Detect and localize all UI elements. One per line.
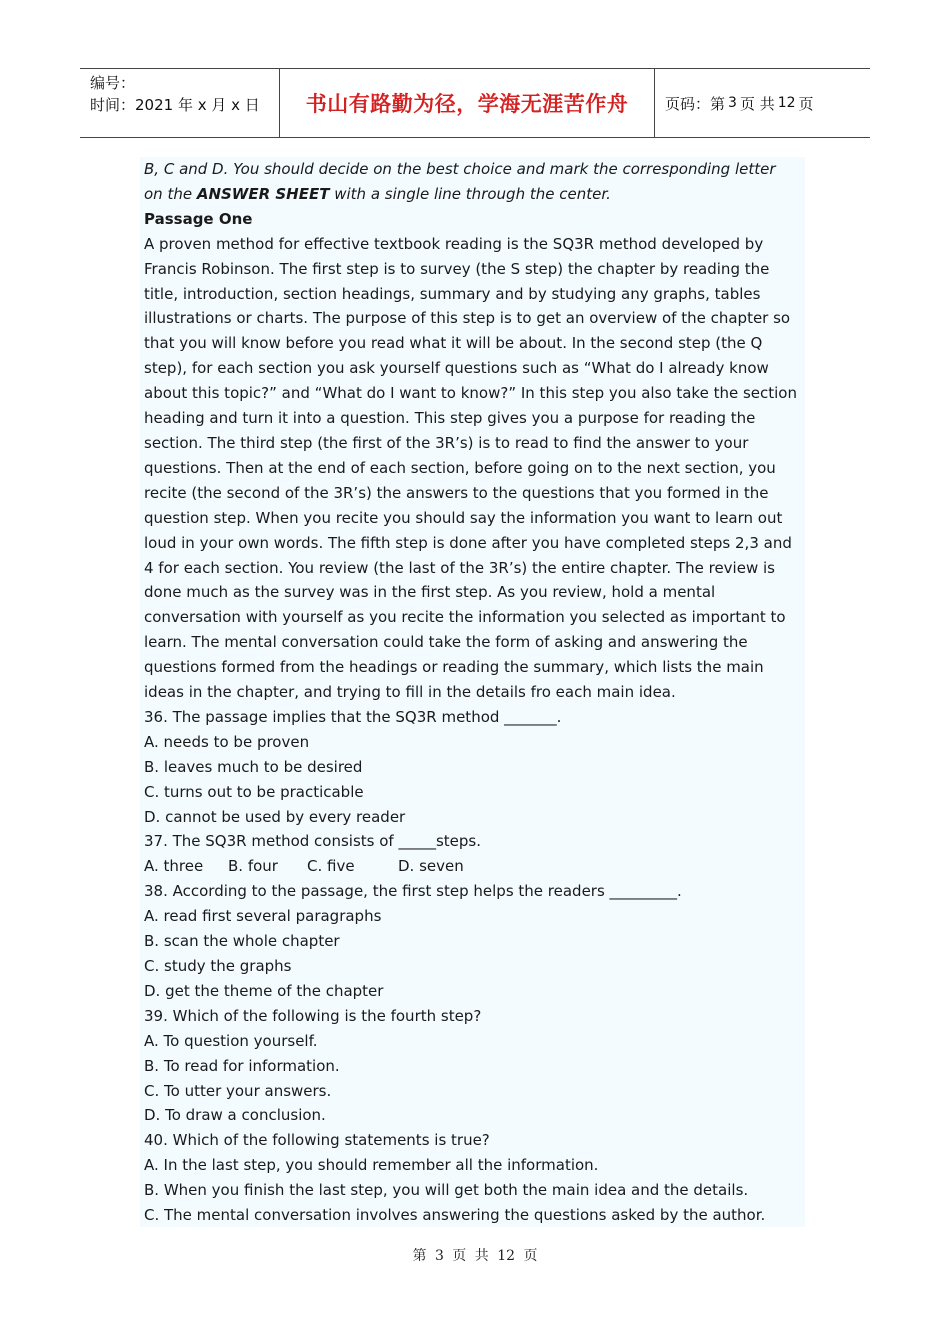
- question-39: [144, 1004, 805, 1129]
- option-b: B. four: [228, 857, 278, 876]
- question-38: [144, 879, 805, 1004]
- passage-line: conversation with yourself as you recite the information you selected as important to: [144, 608, 786, 627]
- passage-line: questions. Then at the end of each section, before going on to the next section, you: [144, 458, 776, 477]
- question-stem: 40. Which of the following statements is true?: [144, 1131, 490, 1150]
- option-a: A. In the last step, you should remember all the information.: [144, 1156, 599, 1175]
- header-page-number: [655, 69, 870, 137]
- passage-line: illustrations or charts. The purpose of this step is to get an overview of the chapter so: [144, 309, 791, 328]
- option-b: B. leaves much to be desired: [144, 757, 363, 776]
- option-a: A. needs to be proven: [144, 732, 310, 751]
- intro-line-1: B, C and D. You should decide on the best choice and mark the corresponding letter: [144, 160, 776, 178]
- passage-line: 4 for each section. You review (the last of the 3R’s) the entire chapter. The review is: [144, 558, 775, 577]
- page-current: 3: [728, 95, 737, 111]
- question-stem: 37. The SQ3R method consists of _____steps.: [144, 832, 481, 851]
- option-a: A. read first several paragraphs: [144, 907, 382, 926]
- passage-line: ideas in the chapter, and trying to fill in the details fro each main idea.: [144, 683, 676, 702]
- passage-line: done much as the survey was in the first step. As you review, hold a mental: [144, 583, 716, 602]
- question-stem: 38. According to the passage, the first step helps the readers _________.: [144, 882, 682, 901]
- intro-text: with a single line through the center.: [329, 184, 611, 203]
- passage-line: learn. The mental conversation could take the form of asking and answering the: [144, 633, 748, 652]
- header-meta: [80, 69, 280, 137]
- page-mid: 页 共: [739, 94, 775, 113]
- passage-line: recite (the second of the 3R’s) the answers to the questions that you formed in the: [144, 483, 769, 502]
- option-c: C. The mental conversation involves answering the questions asked by the author.: [144, 1206, 766, 1225]
- option-d: D. cannot be used by every reader: [144, 807, 406, 826]
- passage-text: [144, 232, 805, 705]
- option-d: D. get the theme of the chapter: [144, 981, 384, 1000]
- option-a: A. To question yourself.: [144, 1031, 318, 1050]
- option-c: C. turns out to be practicable: [144, 782, 364, 801]
- motto: 书山有路勤为径，学海无涯苦作舟: [305, 91, 629, 116]
- passage-line: questions formed from the headings or reading the summary, which lists the main: [144, 658, 764, 677]
- answer-sheet-emphasis: ANSWER SHEET: [196, 184, 330, 203]
- passage-line: A proven method for effective textbook reading is the SQ3R method developed by: [144, 234, 764, 253]
- page-prefix: 页码：第: [665, 94, 726, 113]
- date-label: 时间：2021 年 x 月 x 日: [90, 96, 260, 114]
- serial-label: 编号：: [90, 74, 136, 92]
- document-body: [140, 157, 805, 1227]
- passage-line: loud in your own words. The fifth step is done after you have completed steps 2,3 and: [144, 533, 792, 552]
- page-header: [80, 68, 870, 138]
- intro-text: on the: [144, 184, 197, 203]
- option-c: C. To utter your answers.: [144, 1081, 332, 1100]
- option-b: B. When you finish the last step, you will get both the main idea and the details.: [144, 1181, 749, 1200]
- passage-title: Passage One: [144, 209, 253, 228]
- option-b: B. scan the whole chapter: [144, 932, 340, 951]
- option-a: A. three: [144, 857, 204, 876]
- passage-line: heading and turn it into a question. This step gives you a purpose for reading the: [144, 409, 756, 428]
- option-d: D. To draw a conclusion.: [144, 1106, 326, 1125]
- passage-line: step), for each section you ask yourself questions such as “What do I already know: [144, 359, 769, 378]
- page-footer: 第 3 页 共 12 页: [412, 1248, 538, 1264]
- page-total: 12: [777, 95, 796, 111]
- passage-line: Francis Robinson. The first step is to survey (the S step) the chapter by reading the: [144, 259, 770, 278]
- option-c: C. study the graphs: [144, 957, 292, 975]
- intro-line-2: [144, 182, 805, 207]
- question-40: [144, 1128, 805, 1228]
- question-37: [144, 829, 805, 879]
- passage-line: that you will know before you read what it will be about. In the second step (the Q: [144, 334, 763, 353]
- passage-line: about this topic?” and “What do I want to know?” In this step you also take the section: [144, 384, 797, 403]
- question-36: [144, 705, 805, 830]
- question-stem: 36. The passage implies that the SQ3R method _______.: [144, 707, 562, 726]
- option-b: B. To read for information.: [144, 1056, 340, 1075]
- option-d: D. seven: [398, 857, 464, 876]
- header-motto-cell: [280, 69, 655, 137]
- passage-line: section. The third step (the first of the 3R’s) is to read to find the answer to your: [144, 433, 749, 452]
- passage-line: question step. When you recite you should say the information you want to learn out: [144, 508, 783, 527]
- inline-options: [144, 854, 805, 879]
- question-stem: 39. Which of the following is the fourth step?: [144, 1006, 482, 1025]
- passage-line: title, introduction, section headings, summary and by studying any graphs, tables: [144, 284, 761, 303]
- page-suffix: 页: [798, 94, 814, 113]
- option-c: C. five: [307, 857, 355, 876]
